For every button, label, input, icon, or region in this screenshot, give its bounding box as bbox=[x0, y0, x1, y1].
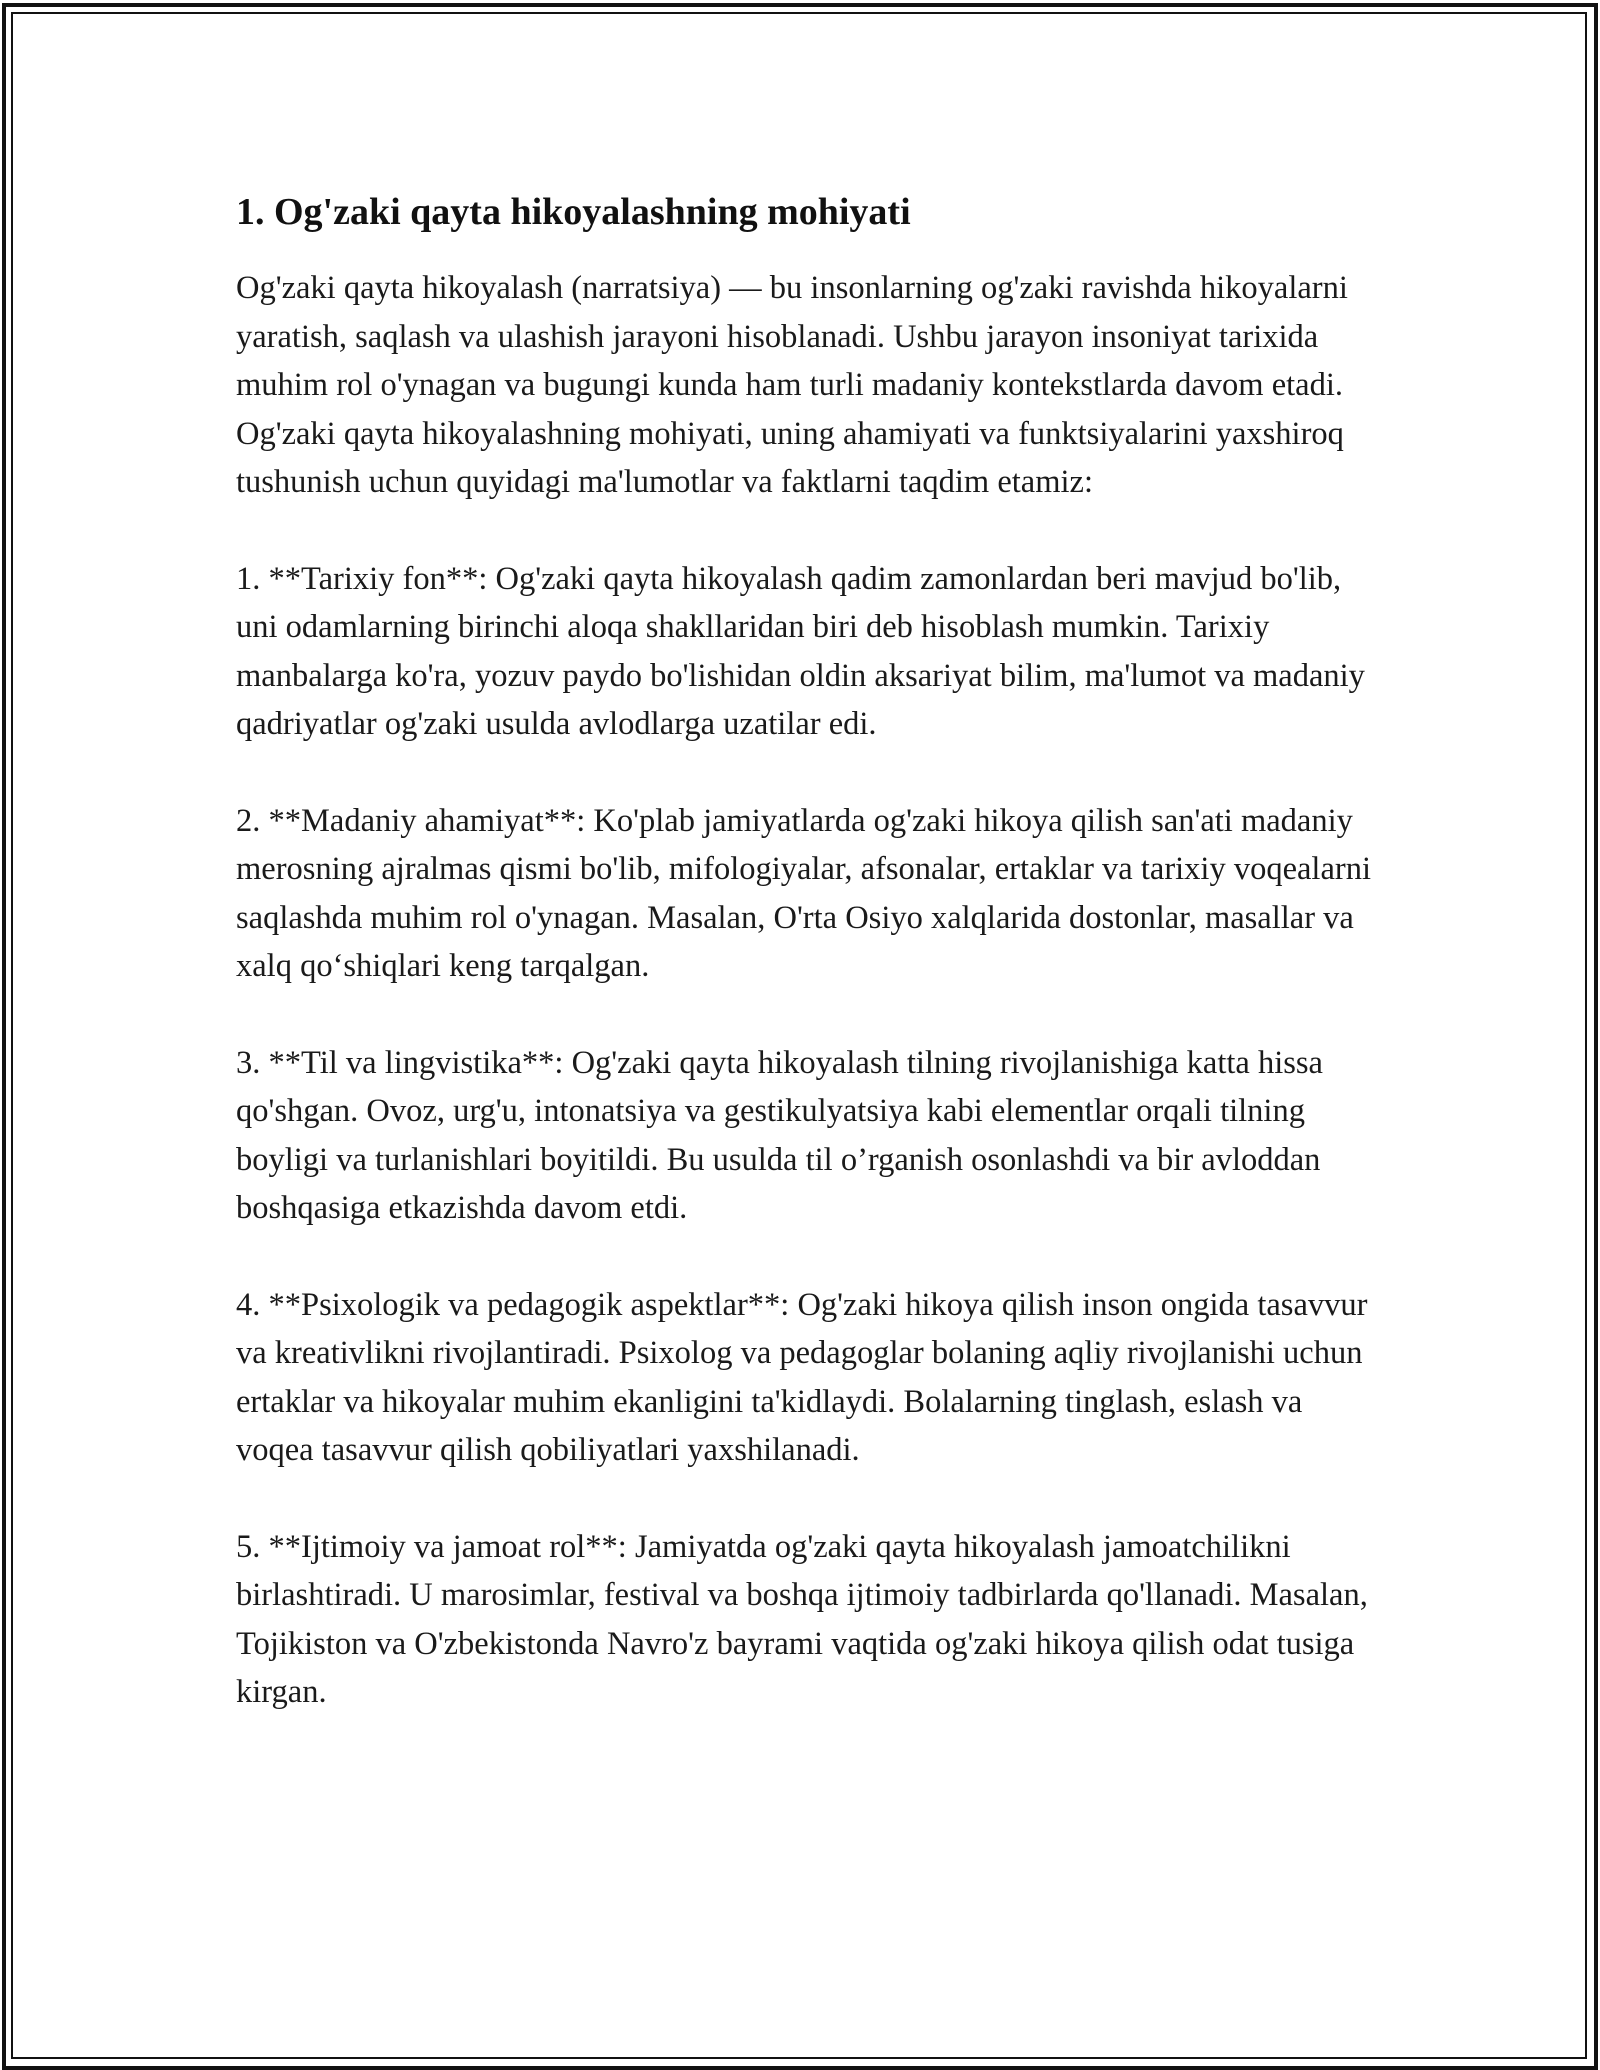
paragraph-language-linguistics: 3. **Til va lingvistika**: Og'zaki qayta hikoyalash tilning rivojlanishiga katta hissa qo'shgan. Ovoz, urg'u, intonatsiya va gestikulyatsiya kabi elementlar orqali tilning boyligi va turlanishlari boyitildi. Bu usulda til o’rganish osonlashdi va bir avloddan boshqasiga etkazishda davom etdi. bbox=[236, 1044, 1323, 1226]
paragraph-historical-background: 1. **Tarixiy fon**: Og'zaki qayta hikoyalash qadim zamonlardan beri mavjud bo'lib, uni odamlarning birinchi aloqa shakllaridan biri deb hisoblash mumkin. Tarixiy manbalarga ko'ra, yozuv paydo bo'lishidan oldin aksariyat bilim, ma'lumot va madaniy qadriyatlar og'zaki usulda avlodlarga uzatilar edi. bbox=[236, 560, 1365, 742]
paragraph-psychological-pedagogical: 4. **Psixologik va pedagogik aspektlar**: Og'zaki hikoya qilish inson ongida tasavvur va kreativlikni rivojlantiradi. Psixolog va pedagoglar bolaning aqliy rivojlanishi uchun ertaklar va hikoyalar muhim ekanligini ta'kidlaydi. Bolalarning tinglash, eslash va voqea tasavvur qilish qobiliyatlari yaxshilanadi. bbox=[236, 1286, 1368, 1468]
paragraph-social-community-role: 5. **Ijtimoiy va jamoat rol**: Jamiyatda og'zaki qayta hikoyalash jamoatchilikni birlashtiradi. U marosimlar, festival va boshqa ijtimoiy tadbirlarda qo'llanadi. Masalan, Tojikiston va O'zbekistonda Navro'z bayrami vaqtida og'zaki hikoya qilish odat tusiga kirgan. bbox=[236, 1528, 1368, 1710]
intro-paragraph: Og'zaki qayta hikoyalash (narratsiya) — bu insonlarning og'zaki ravishda hikoyalarni yaratish, saqlash va ulashish jarayoni hisoblanadi. Ushbu jarayon insoniyat tarixida muhim rol o'ynagan va bugungi kunda ham turli madaniy kontekstlarda davom etadi. Og'zaki qayta hikoyalashning mohiyati, uning ahamiyati va funktsiyalarini yaxshiroq tushunish uchun quyidagi ma'lumotlar va faktlarni taqdim etamiz: bbox=[236, 270, 1348, 500]
document-body bbox=[236, 186, 1386, 1765]
section-heading: 1. Og'zaki qayta hikoyalashning mohiyati bbox=[236, 191, 911, 233]
paragraph-cultural-significance: 2. **Madaniy ahamiyat**: Ko'plab jamiyatlarda og'zaki hikoya qilish san'ati madaniy merosning ajralmas qismi bo'lib, mifologiyalar, afsonalar, ertaklar va tarixiy voqealarni saqlashda muhim rol o'ynagan. Masalan, O'rta Osiyo xalqlarida dostonlar, masallar va xalq qo‘shiqlari keng tarqalgan. bbox=[236, 802, 1371, 984]
